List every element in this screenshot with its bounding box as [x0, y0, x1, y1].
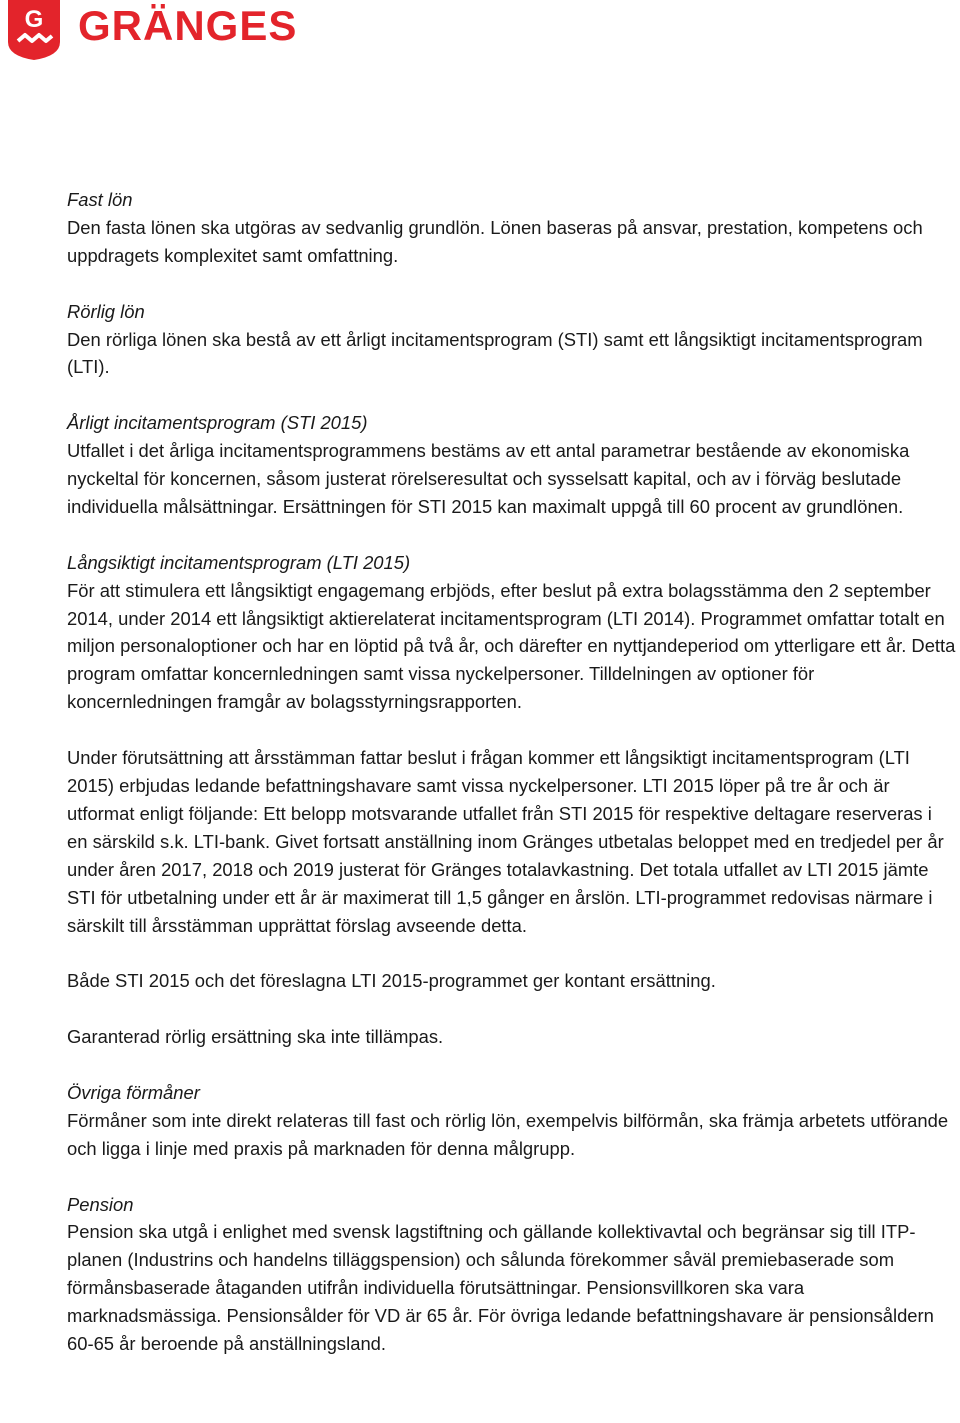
document-section: [67, 1023, 957, 1051]
section-paragraph: Både STI 2015 och det föreslagna LTI 2015-programmet ger kontant ersättning.: [67, 970, 716, 992]
granges-logo: [8, 0, 297, 60]
document-section: [67, 549, 957, 716]
document-section: [67, 1079, 957, 1163]
document-section: [67, 1191, 957, 1358]
logo-wordmark: GRÄNGES: [78, 2, 298, 49]
document-body: [67, 186, 957, 1386]
section-paragraph: Under förutsättning att årsstämman fattar beslut i frågan kommer ett långsiktigt incitamentsprogram (LTI 2015) erbjudas ledande befattningshavare samt vissa nyckelpersoner. LTI 2015 löper på tre år och är utformat enligt följande: Ett belopp motsvarande utfallet från STI 2015 för respektive deltagare reserveras i en särskild s.k. LTI-bank. Givet fortsatt anställning inom Gränges utbetalas beloppet med en tredjedel per år under åren 2017, 2018 och 2019 justerat för Gränges totalavkastning. Det totala utfallet av LTI 2015 jämte STI för utbetalning under ett år är maximerat till 1,5 gånger en årslön. LTI-programmet redovisas närmare i särskilt till årsstämman upprättat förslag avseende detta.: [67, 747, 944, 936]
section-heading: Pension: [67, 1193, 134, 1215]
section-paragraph: Förmåner som inte direkt relateras till fast och rörlig lön, exempelvis bilförmån, ska främja arbetets utförande och ligga i linje med praxis på marknaden för denna målgrupp.: [67, 1109, 949, 1159]
document-section: [67, 967, 957, 995]
granges-shield-icon: [8, 0, 60, 60]
section-paragraph: För att stimulera ett långsiktigt engagemang erbjöds, efter beslut på extra bolagsstämma den 2 september 2014, under 2014 ett långsiktigt aktierelaterat incitamentsprogram (LTI 2014). Programmet omfattar totalt en miljon personaloptioner och har en löptid på två år, och därefter en nyttjandeperiod om ytterligare ett år. Detta program omfattar koncernledningen samt vissa nyckelpersoner. Tilldelningen av optioner för koncernledningen framgår av bolagsstyrningsrapporten.: [67, 579, 956, 713]
section-heading: Långsiktigt incitamentsprogram (LTI 2015): [67, 551, 411, 573]
section-paragraph: Den rörliga lönen ska bestå av ett årligt incitamentsprogram (STI) samt ett långsiktigt incitamentsprogram (LTI).: [67, 328, 923, 378]
document-section: [67, 186, 957, 270]
document-section: [67, 409, 957, 521]
section-paragraph: Garanterad rörlig ersättning ska inte tillämpas.: [67, 1026, 444, 1048]
document-section: [67, 744, 957, 939]
section-heading: Övriga förmåner: [67, 1081, 200, 1103]
document-section: [67, 298, 957, 382]
section-heading: Årligt incitamentsprogram (STI 2015): [67, 412, 368, 434]
section-paragraph: Utfallet i det årliga incitamentsprogrammens bestäms av ett antal parametrar bestående av ekonomiska nyckeltal för koncernen, såsom justerat rörelseresultat och sysselsatt kapital, och av i förväg beslutade individuella målsättningar. Ersättningen för STI 2015 kan maximalt uppgå till 60 procent av grundlönen.: [67, 440, 910, 517]
section-heading: Rörlig lön: [67, 300, 145, 322]
section-paragraph: Pension ska utgå i enlighet med svensk lagstiftning och gällande kollektivavtal och begränsar sig till ITP-planen (Industrins och handelns tilläggspension) och sålunda förekommer såväl premiebaserade som förmånsbaserade åtaganden utifrån individuella förutsättningar. Pensionsvillkoren ska vara marknadsmässiga. Pensionsålder för VD är 65 år. För övriga ledande befattningshavare är pensionsåldern 60-65 år beroende på anställningsland.: [67, 1221, 934, 1355]
logo-mark-letter: G: [24, 6, 44, 33]
section-paragraph: Den fasta lönen ska utgöras av sedvanlig grundlön. Lönen baseras på ansvar, prestation, kompetens och uppdragets komplexitet samt omfattning.: [67, 216, 923, 266]
section-heading: Fast lön: [67, 189, 133, 210]
